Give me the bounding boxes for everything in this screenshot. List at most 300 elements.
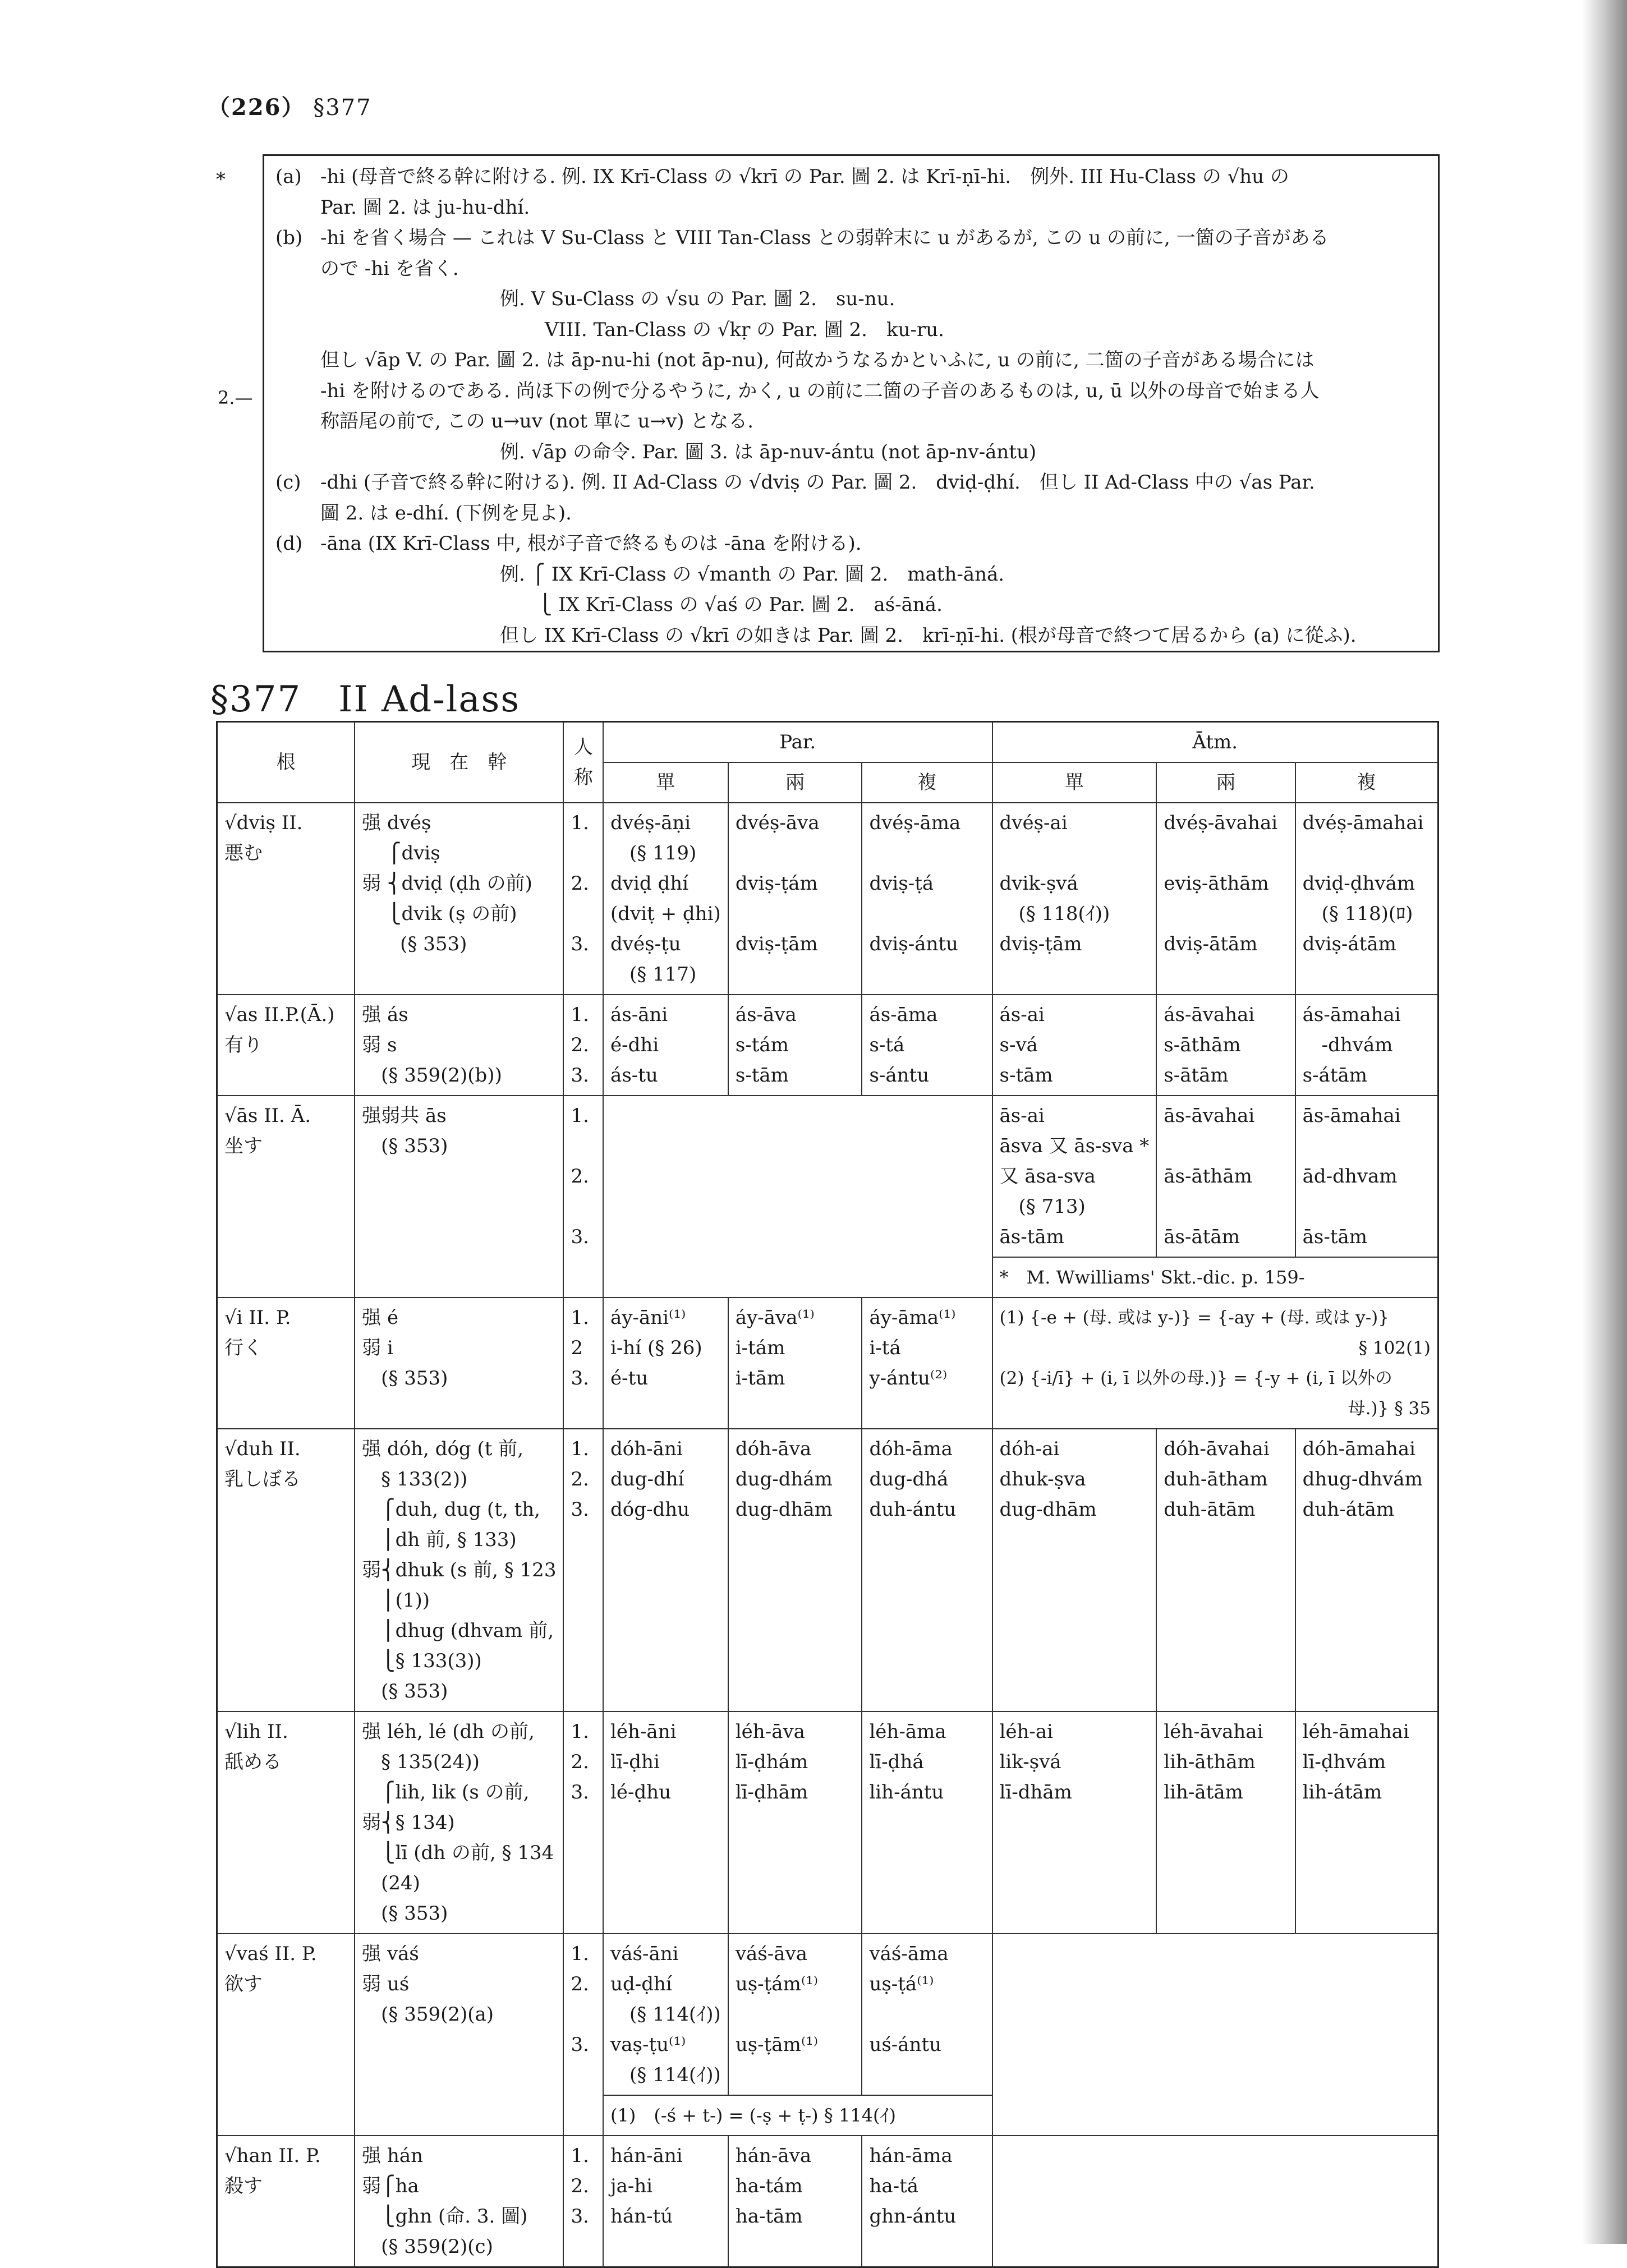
form-text: (§ 118(ｲ)) bbox=[999, 903, 1110, 925]
form-text: 2. bbox=[571, 2175, 589, 2197]
atm-empty-cell bbox=[992, 1934, 1438, 2136]
form-text: léh-āmahai bbox=[1302, 1720, 1409, 1743]
form-text: ⎧duh, dug (t, th, bbox=[362, 1498, 540, 1521]
atm-pl-cell bbox=[1295, 1096, 1438, 1257]
header-row bbox=[217, 722, 1438, 763]
note-text: -āna (IX Krī-Class 中, 根が子音で終るものは -āna を附ける). bbox=[320, 532, 862, 555]
form-text: 母.)} § 35 bbox=[1348, 1398, 1431, 1419]
form-text: ās-āvahai bbox=[1164, 1105, 1255, 1127]
note-b-example: 例. √āp の命令. Par. 圖 3. は āp-nuv-ántu (not āp-nv-ántu) bbox=[500, 440, 1037, 463]
form-text: ⎩ghn (命. 3. 圖) bbox=[362, 2205, 528, 2228]
form-text: dhuk-ṣva bbox=[999, 1468, 1086, 1490]
col-par-pl: 複 bbox=[862, 762, 992, 803]
form-text: s-tām bbox=[999, 1064, 1053, 1087]
form-text: s-átām bbox=[1302, 1064, 1367, 1087]
col-root: 根 bbox=[217, 722, 355, 803]
atm-du-cell bbox=[1156, 803, 1295, 995]
par-pl-cell bbox=[862, 1298, 992, 1429]
note-b-line: 称語尾の前で, この u→uv (not 單に u→v) となる. bbox=[320, 410, 754, 433]
form-text bbox=[1000, 838, 1150, 868]
stem-cell bbox=[355, 995, 563, 1096]
form-text: é-dhi bbox=[610, 1034, 659, 1056]
form-text: 3. bbox=[571, 1226, 589, 1248]
form-text: 强 léh, lé (dh の前, bbox=[362, 1720, 535, 1743]
form-text: (§ 114(ｲ)) bbox=[610, 2064, 721, 2086]
table-row bbox=[217, 1298, 1438, 1429]
form-text: (§ 353) bbox=[362, 1902, 448, 1925]
note-b-line bbox=[275, 223, 1427, 254]
form-text: dvik-ṣvá bbox=[999, 872, 1078, 895]
form-text: i-tám bbox=[735, 1337, 785, 1359]
form-text: ás-ai bbox=[999, 1004, 1045, 1026]
form-text: léh-āma bbox=[869, 1720, 946, 1743]
form-text: (§ 359(2)(a) bbox=[362, 2003, 494, 2026]
atm-pl-cell bbox=[1295, 1712, 1438, 1934]
form-text: lī-ḍhām bbox=[735, 1781, 808, 1804]
form-text: áy-āva⁽¹⁾ bbox=[735, 1306, 815, 1329]
root-cell bbox=[217, 2136, 355, 2267]
form-text: é-tu bbox=[610, 1367, 649, 1390]
form-text: √i II. P. bbox=[224, 1306, 291, 1329]
form-text bbox=[1303, 838, 1431, 868]
atm-du-cell bbox=[1156, 995, 1295, 1096]
form-text: duh-ātham bbox=[1164, 1468, 1268, 1490]
margin-star: * bbox=[216, 168, 226, 191]
person-cell bbox=[563, 995, 603, 1096]
root-cell bbox=[217, 1298, 355, 1429]
note-d-example: 例. ⎧ IX Krī-Class の √manth の Par. 圖 2. math-āná. bbox=[500, 563, 1005, 586]
note-b-line: ので -hi を省く. bbox=[320, 257, 459, 280]
form-text: (§ 117) bbox=[610, 963, 697, 986]
form-text: ād-dhvam bbox=[1302, 1165, 1398, 1188]
form-text: váś-āva bbox=[735, 1943, 807, 1965]
form-text: 强弱共 ās bbox=[362, 1105, 447, 1127]
atm-sg-cell bbox=[992, 1429, 1157, 1712]
col-person: 人称 bbox=[563, 722, 603, 803]
form-text: dóg-dhu bbox=[610, 1498, 690, 1521]
person-cell bbox=[563, 1712, 603, 1934]
form-text: uṣ-ṭám⁽¹⁾ bbox=[735, 1973, 819, 1995]
table-row bbox=[217, 2136, 1438, 2267]
form-text: 1. bbox=[571, 1438, 589, 1460]
form-text: (§ 119) bbox=[610, 842, 697, 864]
form-text: lih-āthām bbox=[1164, 1751, 1256, 1773]
atm-du-cell bbox=[1156, 1429, 1295, 1712]
form-text: dvéṣ-āvahai bbox=[1164, 812, 1278, 834]
header-section: §377 bbox=[313, 95, 372, 121]
form-text: āsva 又 ās-sva * bbox=[999, 1135, 1150, 1157]
form-text: lé-ḍhu bbox=[610, 1781, 672, 1804]
root-cell bbox=[217, 1096, 355, 1298]
form-text: 3. bbox=[571, 2034, 589, 2056]
form-text: váś-āma bbox=[869, 1943, 949, 1965]
form-text: hán-āni bbox=[610, 2145, 683, 2167]
col-par-du: 兩 bbox=[728, 762, 862, 803]
form-text: 2. bbox=[571, 872, 589, 895]
form-text bbox=[1303, 1191, 1431, 1222]
atm-sg-cell bbox=[992, 803, 1157, 995]
form-text: dviṣ-ṭá bbox=[869, 872, 934, 895]
imperative-notes-box bbox=[263, 154, 1440, 652]
form-text: uṣ-ṭá⁽¹⁾ bbox=[869, 1973, 934, 1995]
atm-pl-cell bbox=[1295, 1429, 1438, 1712]
form-text: √lih II. bbox=[224, 1720, 288, 1743]
atm-sg-cell bbox=[992, 1712, 1157, 1934]
form-text: ⎪dhug (dhvam 前, bbox=[362, 1620, 554, 1642]
form-text: (§ 359(2)(b)) bbox=[362, 1064, 502, 1087]
form-text: ás-āva bbox=[735, 1004, 797, 1026]
form-text bbox=[869, 899, 985, 929]
col-atm-pl: 複 bbox=[1295, 762, 1438, 803]
form-text: (§ 114(ｲ)) bbox=[610, 2003, 721, 2026]
atm-du-cell bbox=[1156, 1712, 1295, 1934]
form-text: ⎧dviṣ bbox=[362, 842, 440, 864]
form-text: ās-ātām bbox=[1164, 1226, 1240, 1248]
form-text: ās-āthām bbox=[1164, 1165, 1252, 1188]
form-text: duh-átām bbox=[1302, 1498, 1395, 1521]
note-text: -hi を省く場合 — これは V Su-Class と VIII Tan-Class との弱幹末に u があるが, この u の前に, 一箇の子音がある bbox=[320, 227, 1329, 249]
form-text: 3. bbox=[571, 1367, 589, 1390]
col-stem: 現 在 幹 bbox=[355, 722, 563, 803]
person-cell bbox=[563, 1096, 603, 1298]
root-cell bbox=[217, 1712, 355, 1934]
form-text: (2) {-i/ī} + (i, ī 以外の母.)} = {-y + (i, ī 以外の bbox=[999, 1368, 1392, 1388]
person-cell bbox=[563, 1429, 603, 1712]
form-text bbox=[1164, 838, 1288, 868]
person-cell bbox=[563, 803, 603, 995]
par-pl-cell bbox=[862, 995, 992, 1096]
form-text: (§ 359(2)(c) bbox=[362, 2235, 493, 2258]
par-du-cell bbox=[728, 995, 862, 1096]
stem-cell bbox=[355, 2136, 563, 2267]
form-text: ⎪(1)) bbox=[362, 1589, 430, 1612]
form-text: hán-āma bbox=[869, 2145, 953, 2167]
person-cell bbox=[563, 1934, 603, 2136]
form-text: -dhvám bbox=[1302, 1034, 1393, 1056]
form-text: 乳しぼる bbox=[224, 1468, 301, 1490]
par-pl-cell bbox=[862, 1712, 992, 1934]
root-cell bbox=[217, 1429, 355, 1712]
form-text: s-ātām bbox=[1164, 1064, 1229, 1087]
table-row bbox=[217, 1712, 1438, 1934]
form-text: s-tám bbox=[735, 1034, 789, 1056]
note-text: -hi (母音で終る幹に附ける. 例. IX Krī-Class の √krī の Par. 圖 2. は Krī-ṇī-hi. 例外. III Hu-Class の √hu の bbox=[320, 165, 1289, 188]
form-text: dviḍ-ḍhvám bbox=[1302, 872, 1415, 895]
atm-sg-cell bbox=[992, 1096, 1157, 1257]
form-text: 舐める bbox=[224, 1751, 282, 1773]
form-text: ás-āvahai bbox=[1164, 1004, 1255, 1026]
form-text: dóh-āni bbox=[610, 1438, 683, 1460]
form-text: 强 é bbox=[362, 1306, 399, 1329]
form-text: (§ 353) bbox=[362, 933, 467, 955]
form-text: s-tá bbox=[869, 1034, 905, 1056]
form-text: lī-ḍhvám bbox=[1302, 1751, 1386, 1773]
form-text: dug-dhí bbox=[610, 1468, 684, 1490]
form-text: i-tām bbox=[735, 1367, 785, 1390]
par-pl-cell bbox=[862, 803, 992, 995]
form-text: dvéṣ-ai bbox=[999, 812, 1068, 834]
par-sg-cell bbox=[603, 1429, 728, 1712]
form-text: ja-hi bbox=[610, 2175, 653, 2197]
form-text: 有り bbox=[224, 1034, 263, 1056]
form-text bbox=[1303, 1131, 1431, 1161]
form-text: hán-tú bbox=[610, 2205, 673, 2228]
table-row bbox=[217, 995, 1438, 1096]
form-text: ás-āni bbox=[610, 1004, 668, 1026]
form-text: duh-ántu bbox=[869, 1498, 957, 1521]
form-text: duh-ātām bbox=[1164, 1498, 1256, 1521]
form-text: ās-tām bbox=[999, 1226, 1064, 1248]
atm-du-cell bbox=[1156, 1096, 1295, 1257]
form-text: dug-dhá bbox=[869, 1468, 949, 1490]
margin-two: 2.— bbox=[218, 387, 253, 408]
form-text: áy-āma⁽¹⁾ bbox=[869, 1306, 956, 1329]
form-text: uṣ-ṭām⁽¹⁾ bbox=[735, 2034, 819, 2056]
form-text: 3. bbox=[571, 2205, 589, 2228]
form-text: y-ántu⁽²⁾ bbox=[869, 1367, 948, 1390]
note-d-line bbox=[275, 528, 1427, 559]
form-text: dviḍ ḍhí bbox=[610, 872, 689, 895]
page-number: （226） bbox=[208, 94, 305, 121]
form-text: lih-ātām bbox=[1164, 1781, 1243, 1804]
col-atm-sg: 單 bbox=[992, 762, 1157, 803]
page-header bbox=[208, 90, 372, 122]
note-label: (c) bbox=[275, 471, 301, 494]
form-text bbox=[571, 1131, 596, 1161]
atm-pl-cell bbox=[1295, 803, 1438, 995]
form-text: 1. bbox=[571, 1943, 589, 1965]
atm-empty-cell bbox=[992, 2136, 1438, 2267]
par-du-cell bbox=[728, 1934, 862, 2095]
form-text: 强 hán bbox=[362, 2145, 424, 2167]
form-text: lih-ántu bbox=[869, 1781, 944, 1804]
col-atm: Ātm. bbox=[992, 722, 1438, 763]
form-text: dviṣ-ṭám bbox=[735, 872, 818, 895]
form-text: 1. bbox=[571, 1720, 589, 1743]
form-text: 坐す bbox=[224, 1135, 263, 1157]
stem-cell bbox=[355, 1934, 563, 2136]
form-text: (§ 353) bbox=[362, 1367, 448, 1390]
form-text: léh-āvahai bbox=[1164, 1720, 1263, 1743]
form-text: dviṣ-ántu bbox=[869, 933, 958, 955]
form-text: s-vá bbox=[999, 1034, 1038, 1056]
form-text: áy-āni⁽¹⁾ bbox=[610, 1306, 686, 1329]
form-text: ⎩dvik (ṣ の前) bbox=[362, 903, 517, 925]
atm-sg-cell bbox=[992, 995, 1157, 1096]
form-text: ha-tá bbox=[869, 2175, 919, 2197]
form-text: (§ 118)(ﾛ) bbox=[1302, 903, 1413, 925]
stem-cell bbox=[355, 1096, 563, 1298]
form-text: (24) bbox=[362, 1872, 420, 1894]
note-a-line: Par. 圖 2. は ju-hu-dhí. bbox=[320, 196, 530, 219]
col-par: Par. bbox=[603, 722, 992, 763]
page-edge-shadow bbox=[1582, 0, 1627, 2244]
form-text: 弱⎧ha bbox=[362, 2175, 419, 2197]
form-text: § 102(1) bbox=[1358, 1338, 1431, 1358]
form-text: ⎧lih, lik (s の前, bbox=[362, 1781, 530, 1804]
form-text: 强 dvéṣ bbox=[362, 812, 431, 834]
par-empty-cell bbox=[603, 1096, 992, 1298]
form-text bbox=[736, 899, 855, 929]
form-text: váś-āni bbox=[610, 1943, 679, 1965]
form-text: dvéṣ-ṭu bbox=[610, 933, 681, 955]
form-text: ghn-ántu bbox=[869, 2205, 957, 2228]
form-text: lik-ṣvá bbox=[999, 1751, 1061, 1773]
form-text: ás-tu bbox=[610, 1064, 658, 1087]
form-text: √ās II. Ā. bbox=[224, 1105, 311, 1127]
form-text: lih-átām bbox=[1302, 1781, 1382, 1804]
form-text: ās-tām bbox=[1302, 1226, 1367, 1248]
form-text bbox=[736, 838, 855, 868]
form-text: dviṣ-ātām bbox=[1164, 933, 1258, 955]
form-text: dvéṣ-āma bbox=[869, 812, 961, 834]
stem-cell bbox=[355, 1298, 563, 1429]
form-text: 2 bbox=[571, 1337, 583, 1359]
form-text: ás-āmahai bbox=[1302, 1004, 1401, 1026]
form-text: dhug-dhvám bbox=[1302, 1468, 1423, 1490]
form-text bbox=[736, 1999, 855, 2030]
form-text: 1. bbox=[571, 812, 589, 834]
note-b-line: -hi を附けるのである. 尚ほ下の例で分るやうに, かく, u の前に二箇の子音のあるものは, u, ū 以外の母音で始まる人 bbox=[320, 379, 1320, 402]
form-text: 2. bbox=[571, 1468, 589, 1490]
form-text: (dviṭ + ḍhi) bbox=[610, 903, 721, 925]
form-text: dviṣ-ṭām bbox=[999, 933, 1082, 955]
col-atm-du: 兩 bbox=[1156, 762, 1295, 803]
par-sg-cell bbox=[603, 995, 728, 1096]
form-text: 又 āsa-sva bbox=[999, 1165, 1096, 1188]
sandhi-note-cell bbox=[992, 1298, 1438, 1429]
note-d-example: 但し IX Krī-Class の √krī の如きは Par. 圖 2. krī-ṇī-hi. (根が母音で終つて居るから (a) に從ふ). bbox=[500, 624, 1357, 647]
form-text: ās-ai bbox=[999, 1105, 1045, 1127]
form-text: vaṣ-ṭu⁽¹⁾ bbox=[610, 2034, 686, 2056]
form-text: dviṣ-átām bbox=[1302, 933, 1396, 955]
note-label: (d) bbox=[275, 532, 303, 555]
note-label: (a) bbox=[275, 165, 302, 188]
form-text bbox=[571, 1191, 596, 1222]
form-text: ⎪dh 前, § 133) bbox=[362, 1529, 517, 1551]
form-text bbox=[869, 838, 985, 868]
note-text: ⎩ IX Krī-Class の √aś の Par. 圖 2. aś-āná. bbox=[538, 594, 943, 616]
form-text: § 133(2)) bbox=[362, 1468, 468, 1490]
form-text: léh-āva bbox=[735, 1720, 805, 1743]
par-du-cell bbox=[728, 1712, 862, 1934]
form-text: √as II.P.(Ā.) bbox=[224, 1004, 335, 1026]
form-text: 强 dóh, dóg (t 前, bbox=[362, 1438, 524, 1460]
table-row bbox=[217, 803, 1438, 995]
form-text: 弱⎨§ 134) bbox=[362, 1811, 455, 1834]
form-text: s-ántu bbox=[869, 1064, 930, 1087]
note-b-example: 例. V Su-Class の √su の Par. 圖 2. su-nu. bbox=[500, 288, 895, 310]
note-b-example: VIII. Tan-Class の √kṛ の Par. 圖 2. ku-ru. bbox=[545, 318, 944, 341]
form-text: dug-dhám bbox=[735, 1468, 833, 1490]
root-cell bbox=[217, 803, 355, 995]
form-text: 3. bbox=[571, 1498, 589, 1521]
form-text: lī-dhām bbox=[999, 1781, 1072, 1804]
par-sg-cell bbox=[603, 2136, 728, 2267]
note-b-line: 但し √āp V. の Par. 圖 2. は āp-nu-hi (not āp-nu), 何故かうなるかといふに, u の前に, 二箇の子音がある場合には bbox=[320, 349, 1315, 371]
form-text bbox=[1164, 899, 1288, 929]
form-text: √vaś II. P. bbox=[224, 1943, 317, 1965]
form-text: léh-ai bbox=[999, 1720, 1054, 1743]
form-text: √dviṣ II. bbox=[224, 812, 303, 834]
form-text: uś-ántu bbox=[869, 2034, 941, 2056]
form-text: 行く bbox=[224, 1337, 263, 1359]
form-text: 弱 uś bbox=[362, 1973, 410, 1995]
table-row bbox=[217, 1429, 1438, 1712]
form-text: 欲す bbox=[224, 1973, 263, 1995]
form-text: dug-dhām bbox=[735, 1498, 833, 1521]
note-label: (b) bbox=[275, 227, 303, 249]
table-row bbox=[217, 1934, 1438, 2095]
note-c-line: 圖 2. は e-dhí. (下例を見よ). bbox=[320, 502, 572, 525]
person-cell bbox=[563, 2136, 603, 2267]
form-text: § 135(24)) bbox=[362, 1751, 480, 1773]
form-text: ás-āma bbox=[869, 1004, 938, 1026]
form-text: (§ 353) bbox=[362, 1680, 448, 1703]
form-text: 弱 ⎨dviḍ (ḍh の前) bbox=[362, 872, 532, 895]
form-text: 3. bbox=[571, 1064, 589, 1087]
note-d-example bbox=[275, 590, 1427, 620]
form-text: dóh-āma bbox=[869, 1438, 953, 1460]
form-text: 弱⎨dhuk (s 前, § 123 bbox=[362, 1559, 557, 1581]
form-text: hán-āva bbox=[735, 2145, 812, 2167]
form-text: 强 ás bbox=[362, 1004, 408, 1026]
form-text: √han II. P. bbox=[224, 2145, 321, 2167]
form-text: dviṣ-ṭām bbox=[735, 933, 818, 955]
form-text: dóh-ai bbox=[999, 1438, 1060, 1460]
form-text: i-hí (§ 26) bbox=[610, 1337, 702, 1359]
form-text: 1. bbox=[571, 1004, 589, 1026]
form-text: 悪む bbox=[224, 842, 263, 864]
form-text bbox=[571, 838, 596, 868]
par-du-cell bbox=[728, 803, 862, 995]
form-text: 2. bbox=[571, 1165, 589, 1188]
form-text: 弱 s bbox=[362, 1034, 397, 1056]
par-du-cell bbox=[728, 2136, 862, 2267]
note-c-line bbox=[275, 467, 1427, 498]
note-a-line bbox=[275, 162, 1427, 192]
section-title: §377 II Ad-lass bbox=[210, 679, 521, 720]
atm-pl-cell bbox=[1295, 995, 1438, 1096]
person-cell bbox=[563, 1298, 603, 1429]
form-text: lī-ḍhám bbox=[735, 1751, 808, 1773]
form-text: dvéṣ-āṇi bbox=[610, 812, 691, 834]
form-text: 弱 i bbox=[362, 1337, 393, 1359]
form-text: ās-āmahai bbox=[1302, 1105, 1401, 1127]
form-text: s-tām bbox=[735, 1064, 789, 1087]
form-text: dvéṣ-āmahai bbox=[1302, 812, 1424, 834]
form-text: 3. bbox=[571, 933, 589, 955]
par-du-cell bbox=[728, 1298, 862, 1429]
form-text: ⎩§ 133(3)) bbox=[362, 1650, 482, 1672]
form-text bbox=[869, 1999, 985, 2030]
form-text: 2. bbox=[571, 1751, 589, 1773]
form-text: √duh II. bbox=[224, 1438, 301, 1460]
form-text: lī-ḍhi bbox=[610, 1751, 660, 1773]
par-pl-cell bbox=[862, 2136, 992, 2267]
conjugation-table bbox=[216, 721, 1439, 2268]
par-pl-cell bbox=[862, 1429, 992, 1712]
form-text: ha-tām bbox=[735, 2205, 803, 2228]
form-text: uḍ-ḍhí bbox=[610, 1973, 672, 1995]
form-text: eviṣ-āthām bbox=[1164, 872, 1269, 895]
form-text: (§ 353) bbox=[362, 1135, 448, 1157]
form-text: ha-tám bbox=[735, 2175, 803, 2197]
form-text: (§ 713) bbox=[999, 1195, 1086, 1218]
stem-cell bbox=[355, 1712, 563, 1934]
form-text: 殺す bbox=[224, 2175, 263, 2197]
form-text: ⎩lī (dh の前, § 134 bbox=[362, 1842, 554, 1864]
